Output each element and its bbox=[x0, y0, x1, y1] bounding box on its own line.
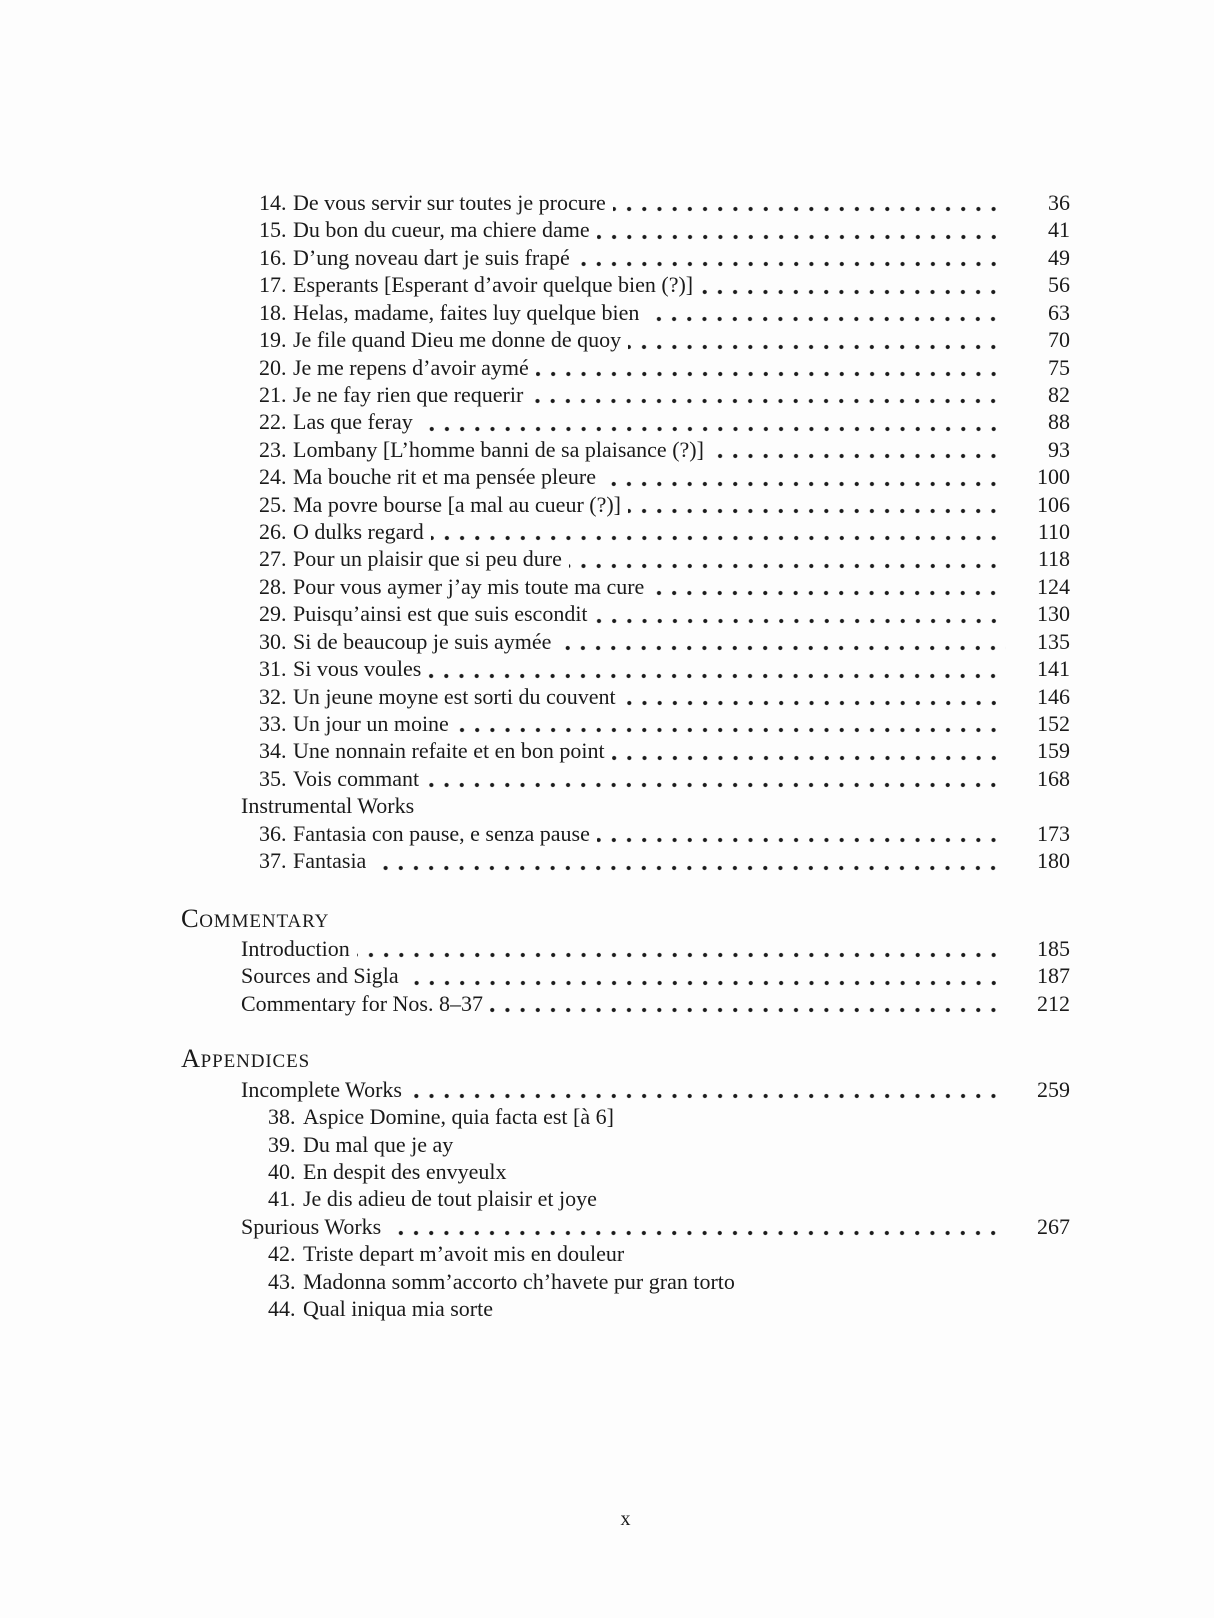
entry-number: 37. bbox=[259, 848, 287, 874]
toc-entry bbox=[181, 1158, 1070, 1185]
toc-entry bbox=[181, 600, 1070, 627]
toc-entry bbox=[181, 847, 1070, 874]
dot-leader bbox=[577, 244, 1006, 271]
entry-title: D’ung noveau dart je suis frapé bbox=[293, 244, 570, 270]
entry-number: 41. bbox=[268, 1186, 296, 1212]
folio-page-number: x bbox=[620, 1508, 631, 1530]
entry-number: 43. bbox=[268, 1268, 296, 1294]
entry-title: Un jour un moine bbox=[293, 711, 449, 737]
heading-rest: PPENDICES bbox=[200, 1051, 311, 1073]
entry-page: 82 bbox=[1048, 381, 1070, 407]
entry-title: Aspice Domine, quia facta est [à 6] bbox=[303, 1104, 614, 1130]
toc-entry bbox=[181, 189, 1070, 216]
entry-title: Introduction bbox=[241, 935, 350, 961]
entry-number: 17. bbox=[259, 272, 287, 298]
entry-page: 267 bbox=[1037, 1213, 1070, 1239]
toc-entry bbox=[181, 683, 1070, 710]
dot-leader bbox=[456, 710, 1006, 737]
entry-title: Ma bouche rit et ma pensée pleure bbox=[293, 464, 596, 490]
entry-title: Commentary for Nos. 8–37 bbox=[241, 990, 483, 1016]
toc-entry bbox=[181, 545, 1070, 572]
heading-initial: C bbox=[181, 902, 200, 933]
entry-title: Du bon du cueur, ma chiere dame bbox=[293, 217, 590, 243]
entry-number: 34. bbox=[259, 738, 287, 764]
entry-number: 23. bbox=[259, 436, 287, 462]
entry-title: Pour vous aymer j’ay mis toute ma cure bbox=[293, 573, 645, 599]
entry-title: Madonna somm’accorto ch’havete pur gran torto bbox=[303, 1268, 735, 1294]
entry-page: 88 bbox=[1048, 409, 1070, 435]
dot-leader bbox=[388, 1213, 1006, 1240]
entry-number: 36. bbox=[259, 820, 287, 846]
entry-page: 118 bbox=[1037, 546, 1070, 572]
entry-title: Sources and Sigla bbox=[241, 963, 399, 989]
entry-page: 159 bbox=[1037, 738, 1070, 764]
entry-title: Helas, madame, faites luy quelque bien bbox=[293, 299, 640, 325]
dot-leader bbox=[612, 737, 1006, 764]
entry-page: 168 bbox=[1037, 765, 1070, 791]
toc-entry bbox=[181, 1185, 1070, 1212]
entry-title: En despit des envyeulx bbox=[303, 1158, 507, 1184]
dot-leader bbox=[431, 518, 1006, 545]
dot-leader bbox=[530, 381, 1006, 408]
dot-leader bbox=[373, 847, 1006, 874]
entry-page: 180 bbox=[1037, 848, 1070, 874]
entry-page: 141 bbox=[1037, 656, 1070, 682]
toc-entry bbox=[181, 326, 1070, 353]
toc-entry bbox=[181, 962, 1070, 989]
entry-number: 16. bbox=[259, 244, 287, 270]
entry-title: Lombany [L’homme banni de sa plaisance (?)] bbox=[293, 436, 704, 462]
toc-entry bbox=[181, 573, 1070, 600]
entry-page: 41 bbox=[1048, 217, 1070, 243]
dot-leader bbox=[700, 271, 1006, 298]
entry-incomplete-works bbox=[181, 1076, 1070, 1103]
entry-number: 42. bbox=[268, 1241, 296, 1267]
entry-number: 20. bbox=[259, 354, 287, 380]
entry-spurious-works bbox=[181, 1213, 1070, 1240]
toc-entry bbox=[181, 1295, 1070, 1322]
toc-entry bbox=[181, 518, 1070, 545]
entry-number: 29. bbox=[259, 601, 287, 627]
entry-number: 19. bbox=[259, 327, 287, 353]
entry-page: 152 bbox=[1037, 711, 1070, 737]
entry-number: 33. bbox=[259, 711, 287, 737]
dot-leader bbox=[711, 436, 1006, 463]
entry-number: 18. bbox=[259, 299, 287, 325]
toc-entry bbox=[181, 463, 1070, 490]
dot-leader bbox=[420, 408, 1006, 435]
heading-initial: A bbox=[181, 1043, 201, 1074]
entry-number: 31. bbox=[259, 656, 287, 682]
heading-rest: OMMENTARY bbox=[199, 910, 330, 932]
toc-entry bbox=[181, 1240, 1070, 1267]
dot-leader bbox=[406, 962, 1006, 989]
entry-title: O dulks regard bbox=[293, 519, 424, 545]
entry-page: 124 bbox=[1037, 573, 1070, 599]
toc-entry bbox=[181, 628, 1070, 655]
toc-entry bbox=[181, 990, 1070, 1017]
entry-title: Spurious Works bbox=[241, 1213, 382, 1239]
toc-entry bbox=[181, 354, 1070, 381]
entry-title: De vous servir sur toutes je procure bbox=[293, 190, 606, 215]
entry-number: 38. bbox=[268, 1104, 296, 1130]
subheading-instrumental-works bbox=[181, 792, 1070, 819]
dot-leader bbox=[569, 545, 1006, 572]
entry-title: Fantasia con pause, e senza pause bbox=[293, 820, 590, 846]
entry-page: 146 bbox=[1037, 683, 1070, 709]
entry-title: Si de beaucoup je suis aymée bbox=[293, 628, 552, 654]
toc-entry bbox=[181, 244, 1070, 271]
entry-title: Je ne fay rien que requerir bbox=[293, 381, 524, 407]
entry-title: Du mal que je ay bbox=[303, 1131, 454, 1157]
entry-title: Je me repens d’avoir aymé bbox=[293, 354, 529, 380]
entry-title: Je dis adieu de tout plaisir et joye bbox=[303, 1186, 597, 1212]
dot-leader bbox=[628, 491, 1006, 518]
subheading-label: Instrumental Works bbox=[241, 793, 415, 819]
toc-entry bbox=[181, 299, 1070, 326]
entry-number: 35. bbox=[259, 765, 287, 791]
entry-number: 26. bbox=[259, 519, 287, 545]
entry-page: 75 bbox=[1048, 354, 1070, 380]
entry-number: 28. bbox=[259, 573, 287, 599]
entry-title: Fantasia bbox=[293, 848, 367, 874]
entry-number: 30. bbox=[259, 628, 287, 654]
entry-number: 21. bbox=[259, 381, 287, 407]
entry-number: 25. bbox=[259, 491, 287, 517]
toc-entry bbox=[181, 408, 1070, 435]
toc-entry bbox=[181, 655, 1070, 682]
entry-title: Une nonnain refaite et en bon point bbox=[293, 738, 605, 764]
entry-page: 100 bbox=[1037, 464, 1070, 490]
entry-page: 49 bbox=[1048, 244, 1070, 270]
toc-entry bbox=[181, 820, 1070, 847]
entry-number: 40. bbox=[268, 1158, 296, 1184]
entry-title: Las que feray bbox=[293, 409, 413, 435]
toc-entry bbox=[181, 381, 1070, 408]
toc-entry bbox=[181, 737, 1070, 764]
toc-entry bbox=[181, 935, 1070, 962]
entry-title: Ma povre bourse [a mal au cueur (?)] bbox=[293, 491, 622, 517]
dot-leader bbox=[428, 655, 1006, 682]
entry-number: 24. bbox=[259, 464, 287, 490]
dot-leader bbox=[623, 683, 1006, 710]
toc-entry bbox=[181, 271, 1070, 298]
dot-leader bbox=[536, 354, 1006, 381]
toc-entry bbox=[181, 1131, 1070, 1158]
entry-number: 14. bbox=[259, 190, 287, 215]
entry-number: 39. bbox=[268, 1131, 296, 1157]
entry-page: 130 bbox=[1037, 601, 1070, 627]
entry-page: 110 bbox=[1037, 519, 1070, 545]
dot-leader bbox=[628, 326, 1006, 353]
entry-title: Incomplete Works bbox=[241, 1076, 402, 1102]
entry-page: 212 bbox=[1037, 990, 1070, 1016]
dot-leader bbox=[613, 189, 1006, 216]
dot-leader bbox=[490, 990, 1006, 1017]
entry-page: 135 bbox=[1037, 628, 1070, 654]
entry-page: 185 bbox=[1037, 935, 1070, 961]
entry-page: 70 bbox=[1048, 327, 1070, 353]
toc-entry bbox=[181, 1103, 1070, 1130]
toc-entry bbox=[181, 216, 1070, 243]
dot-leader bbox=[409, 1076, 1006, 1103]
entry-title: Qual iniqua mia sorte bbox=[303, 1296, 494, 1322]
entry-number: 27. bbox=[259, 546, 287, 572]
entry-number: 22. bbox=[259, 409, 287, 435]
entry-title: Triste depart m’avoit mis en douleur bbox=[303, 1241, 625, 1267]
entry-page: 56 bbox=[1048, 272, 1070, 298]
entry-page: 93 bbox=[1048, 436, 1070, 462]
entry-number: 44. bbox=[268, 1296, 296, 1322]
section-heading-commentary bbox=[181, 902, 1070, 935]
entry-page: 173 bbox=[1037, 820, 1070, 846]
entry-title: Puisqu’ainsi est que suis escondit bbox=[293, 601, 588, 627]
entry-page: 63 bbox=[1048, 299, 1070, 325]
dot-leader bbox=[597, 216, 1006, 243]
dot-leader bbox=[558, 628, 1006, 655]
toc-entry bbox=[181, 1268, 1070, 1295]
dot-leader bbox=[595, 600, 1006, 627]
dot-leader bbox=[651, 573, 1006, 600]
dot-leader bbox=[357, 935, 1006, 962]
entry-title: Esperants [Esperant d’avoir quelque bien (?)] bbox=[293, 272, 694, 298]
dot-leader bbox=[426, 765, 1006, 792]
entry-page: 187 bbox=[1037, 963, 1070, 989]
toc-entry bbox=[181, 765, 1070, 792]
section-heading-appendices bbox=[181, 1045, 1070, 1075]
entry-title: Si vous voules bbox=[293, 656, 422, 682]
entry-title: Un jeune moyne est sorti du couvent bbox=[293, 683, 616, 709]
toc-entry bbox=[181, 710, 1070, 737]
entry-title: Pour un plaisir que si peu dure bbox=[293, 546, 562, 572]
dot-leader bbox=[646, 299, 1006, 326]
entry-title: Je file quand Dieu me donne de quoy bbox=[293, 327, 622, 353]
toc-entry bbox=[181, 491, 1070, 518]
entry-title: Vois commant bbox=[293, 765, 420, 791]
dot-leader bbox=[603, 463, 1006, 490]
entry-page: 36 bbox=[1048, 190, 1070, 215]
entry-number: 32. bbox=[259, 683, 287, 709]
entry-number: 15. bbox=[259, 217, 287, 243]
entry-page: 106 bbox=[1037, 491, 1070, 517]
toc-entry bbox=[181, 436, 1070, 463]
toc-content bbox=[181, 189, 1070, 1322]
entry-page: 259 bbox=[1037, 1076, 1070, 1102]
dot-leader bbox=[597, 820, 1006, 847]
